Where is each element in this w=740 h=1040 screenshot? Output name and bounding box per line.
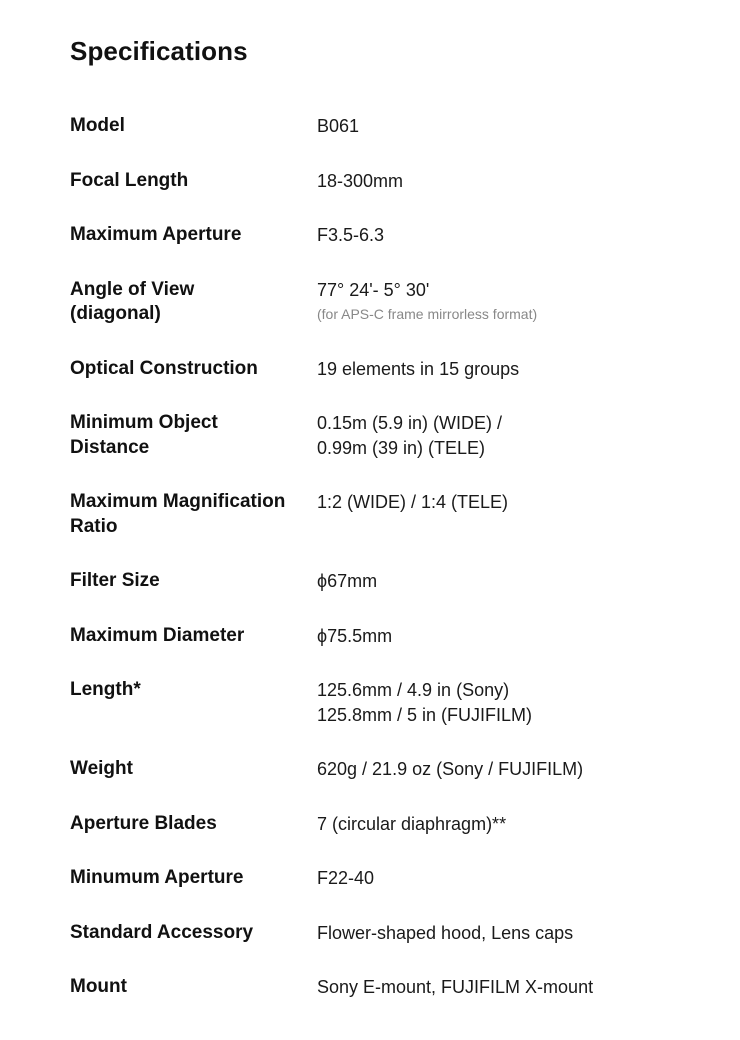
- spec-value-line: 125.8mm / 5 in (FUJIFILM): [317, 704, 533, 725]
- spec-value: [317, 169, 710, 194]
- spec-value-line: Sony E-mount, FUJIFILM X-mount: [317, 977, 594, 997]
- spec-value-line: 1:2 (WIDE) / 1:4 (TELE): [317, 492, 509, 512]
- spec-value-line: 19 elements in 15 groups: [317, 358, 520, 379]
- spec-row: [70, 411, 710, 490]
- spec-row: [70, 357, 710, 412]
- spec-row: [70, 678, 710, 757]
- spec-label-line: Maximum Magnification: [70, 491, 286, 512]
- spec-value-line: Flower-shaped hood, Lens caps: [317, 922, 574, 943]
- spec-row: [70, 114, 710, 169]
- spec-label: [70, 812, 317, 837]
- spec-label: [70, 921, 317, 946]
- spec-value-line: F3.5-6.3: [317, 225, 385, 245]
- spec-value-line: F22-40: [317, 868, 375, 888]
- spec-value-line: 77° 24'- 5° 30': [317, 279, 430, 300]
- spec-label: [70, 866, 317, 891]
- spec-row: [70, 223, 710, 278]
- spec-value-line: 125.6mm / 4.9 in (Sony): [317, 680, 510, 700]
- spec-value-line: 0.99m (39 in) (TELE): [317, 437, 486, 458]
- spec-label-line: Focal Length: [70, 169, 189, 191]
- spec-label-line: Aperture Blades: [70, 812, 217, 834]
- spec-value: [317, 812, 710, 837]
- spec-value-line: ϕ75.5mm: [317, 625, 393, 646]
- spec-label-line: Maximum Aperture: [70, 224, 242, 245]
- spec-value: [317, 757, 710, 782]
- spec-label: [70, 569, 317, 594]
- spec-label-line: Optical Construction: [70, 357, 258, 379]
- spec-row: [70, 624, 710, 679]
- spec-label-line: (diagonal): [70, 303, 161, 324]
- spec-label-line: Standard Accessory: [70, 921, 254, 943]
- spec-label: [70, 678, 317, 727]
- spec-value-line: 18-300mm: [317, 170, 404, 191]
- spec-value: [317, 114, 710, 139]
- spec-row: [70, 569, 710, 624]
- spec-table: [70, 114, 710, 1030]
- spec-label-line: Mount: [70, 976, 127, 997]
- spec-value: [317, 975, 710, 1000]
- page-title: Specifications: [70, 36, 248, 66]
- spec-value: [317, 278, 710, 327]
- spec-value: [317, 866, 710, 891]
- spec-label-line: Weight: [70, 758, 133, 779]
- spec-label: [70, 411, 317, 460]
- spec-row: [70, 975, 710, 1030]
- spec-value: [317, 678, 710, 727]
- spec-value: [317, 569, 710, 594]
- spec-value: [317, 921, 710, 946]
- spec-row: [70, 812, 710, 867]
- spec-value: [317, 624, 710, 649]
- spec-label-line: Filter Size: [70, 570, 160, 591]
- spec-label: [70, 169, 317, 194]
- spec-value: [317, 490, 710, 539]
- spec-label: [70, 114, 317, 139]
- spec-row: [70, 278, 710, 357]
- spec-label: [70, 490, 317, 539]
- spec-value-line: ϕ67mm: [317, 571, 378, 591]
- spec-label-line: Distance: [70, 436, 150, 458]
- spec-row: [70, 921, 710, 976]
- spec-label-line: Minimum Object: [70, 412, 218, 433]
- spec-value-line: B061: [317, 116, 360, 136]
- spec-label-line: Length*: [70, 679, 141, 700]
- spec-value: [317, 411, 710, 460]
- spec-label-line: Minumum Aperture: [70, 867, 244, 888]
- spec-label-line: Angle of View: [70, 278, 195, 300]
- spec-label-line: Model: [70, 115, 125, 136]
- spec-value: [317, 223, 710, 248]
- spec-label: [70, 357, 317, 382]
- spec-label-line: Ratio: [70, 515, 118, 537]
- spec-label: [70, 975, 317, 1000]
- spec-label-line: Maximum Diameter: [70, 624, 245, 646]
- spec-row: [70, 866, 710, 921]
- spec-value-line: 7 (circular diaphragm)**: [317, 813, 507, 834]
- spec-value-line: 620g / 21.9 oz (Sony / FUJIFILM): [317, 759, 584, 779]
- spec-label: [70, 624, 317, 649]
- spec-value: [317, 357, 710, 382]
- spec-note: (for APS-C frame mirrorless format): [317, 306, 538, 322]
- spec-row: [70, 169, 710, 224]
- spec-label: [70, 757, 317, 782]
- spec-label: [70, 223, 317, 248]
- spec-label: [70, 278, 317, 327]
- spec-row: [70, 490, 710, 569]
- spec-row: [70, 757, 710, 812]
- spec-value-line: 0.15m (5.9 in) (WIDE) /: [317, 413, 503, 433]
